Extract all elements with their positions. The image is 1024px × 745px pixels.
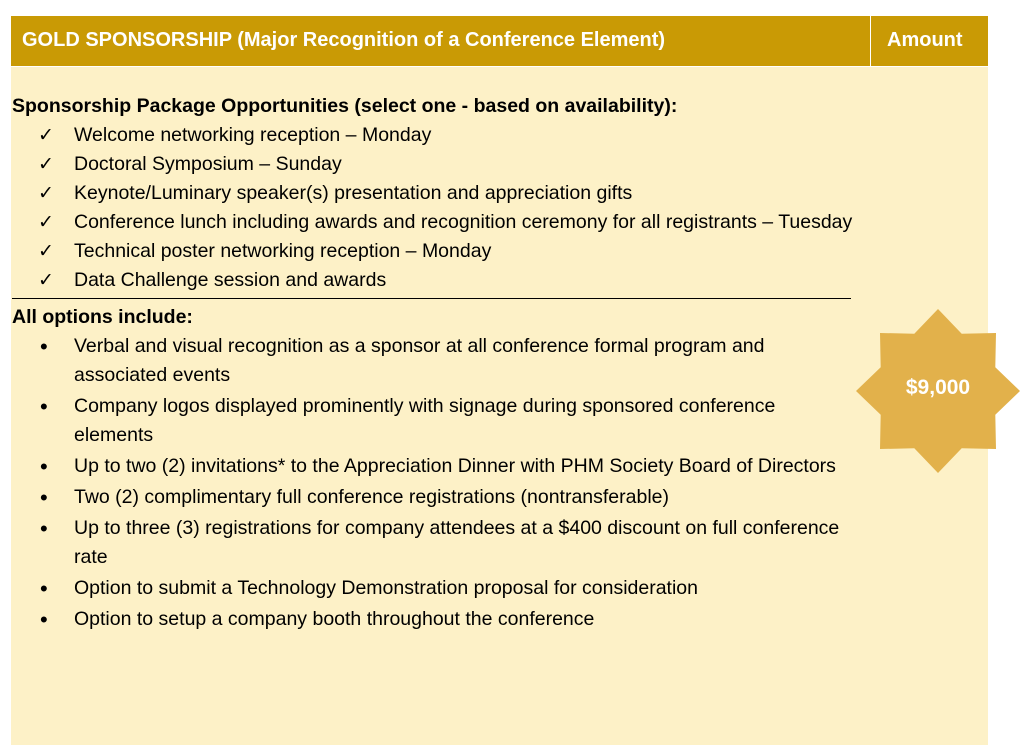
include-text: Company logos displayed prominently with signage during sponsored conference elements xyxy=(74,395,776,446)
option-text: Data Challenge session and awards xyxy=(74,269,387,291)
checkmark-icon: ✓ xyxy=(38,241,54,262)
bullet-icon: • xyxy=(40,576,48,601)
list-item xyxy=(12,208,858,237)
include-text: Two (2) complimentary full conference registrations (nontransferable) xyxy=(74,486,670,508)
includes-heading: All options include: xyxy=(12,306,193,328)
bullet-icon: • xyxy=(40,394,48,419)
option-text: Keynote/Luminary speaker(s) presentation and appreciation gifts xyxy=(74,182,633,204)
package-content xyxy=(12,92,858,636)
list-item xyxy=(12,605,858,634)
checkmark-icon: ✓ xyxy=(38,183,54,204)
list-item xyxy=(12,392,858,450)
option-text: Doctoral Symposium – Sunday xyxy=(74,153,342,175)
option-text: Conference lunch including awards and recognition ceremony for all registrants – Tuesday xyxy=(74,211,853,233)
include-text: Up to two (2) invitations* to the Appreciation Dinner with PHM Society Board of Directors xyxy=(74,455,836,477)
list-item xyxy=(12,332,858,390)
table-header xyxy=(11,16,988,67)
bullet-icon: • xyxy=(40,607,48,632)
list-item xyxy=(12,452,858,481)
list-item xyxy=(12,574,858,603)
include-text: Verbal and visual recognition as a sponsor at all conference formal program and associated events xyxy=(74,335,765,386)
list-item xyxy=(12,237,858,266)
section-divider xyxy=(12,298,851,299)
option-text: Welcome networking reception – Monday xyxy=(74,124,432,146)
option-text: Technical poster networking reception – Monday xyxy=(74,240,492,262)
header-title: GOLD SPONSORSHIP (Major Recognition of a Conference Element) xyxy=(22,29,666,51)
package-heading: Sponsorship Package Opportunities (select one - based on availability): xyxy=(12,95,678,117)
checkmark-icon: ✓ xyxy=(38,212,54,233)
bullet-icon: • xyxy=(40,485,48,510)
list-item xyxy=(12,514,858,572)
include-text: Up to three (3) registrations for company attendees at a $400 discount on full conference rate xyxy=(74,517,840,568)
list-item xyxy=(12,150,858,179)
price-amount: $9,000 xyxy=(905,376,971,399)
include-text: Option to submit a Technology Demonstration proposal for consideration xyxy=(74,577,698,599)
package-options-list xyxy=(12,121,858,295)
checkmark-icon: ✓ xyxy=(38,154,54,175)
bullet-icon: • xyxy=(40,334,48,359)
includes-list xyxy=(12,332,858,634)
bullet-icon: • xyxy=(40,454,48,479)
header-amount-label: Amount xyxy=(887,29,963,51)
list-item xyxy=(12,121,858,150)
list-item xyxy=(12,483,858,512)
header-divider xyxy=(870,16,871,66)
include-text: Option to setup a company booth throughout the conference xyxy=(74,608,595,630)
bullet-icon: • xyxy=(40,516,48,541)
list-item xyxy=(12,266,858,295)
price-badge xyxy=(856,308,1020,474)
checkmark-icon: ✓ xyxy=(38,125,54,146)
checkmark-icon: ✓ xyxy=(38,270,54,291)
list-item xyxy=(12,179,858,208)
